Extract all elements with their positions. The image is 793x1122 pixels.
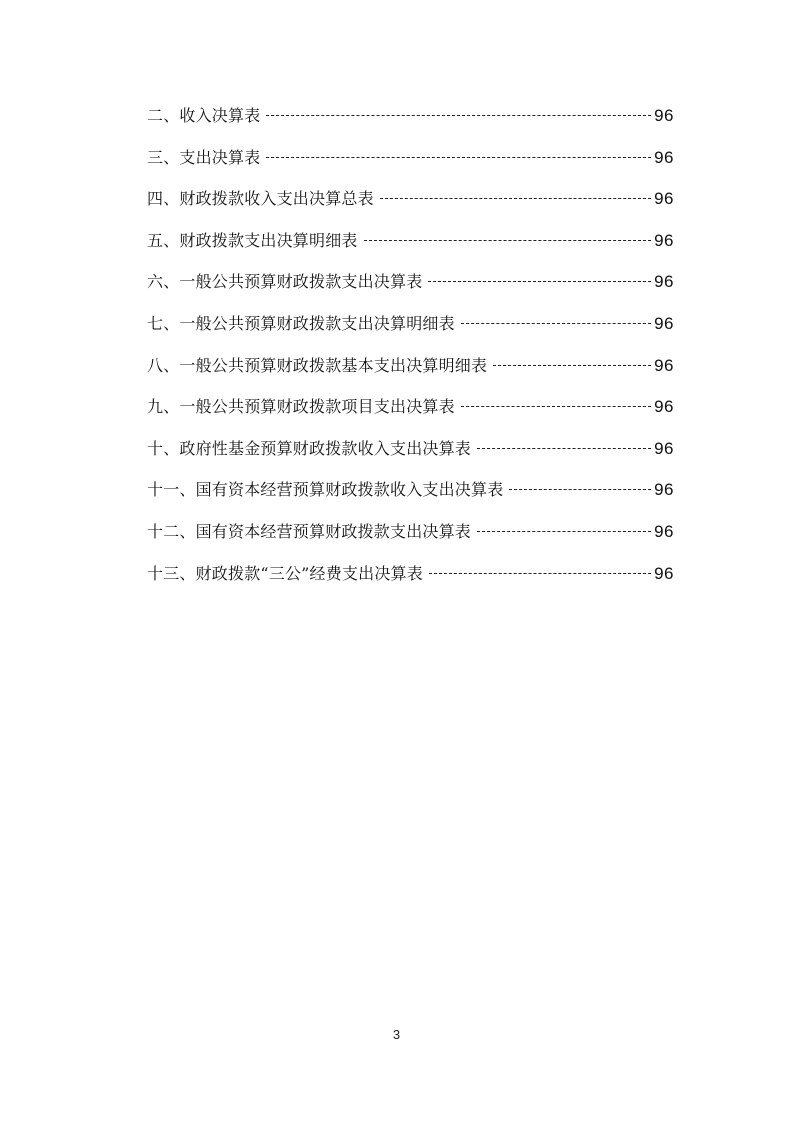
toc-entry[interactable] [147, 391, 674, 433]
toc-entry-title: 七、一般公共预算财政拨款支出决算明细表 [147, 313, 455, 333]
toc-entry-page: 96 [654, 106, 674, 125]
toc-entry-page: 96 [654, 521, 674, 541]
toc-entry[interactable] [147, 308, 674, 350]
toc-dot-leader [429, 573, 651, 574]
table-of-contents [147, 100, 674, 599]
toc-entry[interactable] [147, 474, 674, 516]
toc-entry-title: 十二、国有资本经营预算财政拨款支出决算表 [147, 521, 472, 541]
toc-entry-title: 十、政府性基金预算财政拨款收入支出决算表 [147, 438, 472, 458]
toc-entry-page: 96 [654, 397, 674, 417]
toc-entry-page: 96 [654, 230, 674, 250]
toc-entry-page: 96 [654, 355, 674, 375]
toc-entry-page: 96 [654, 480, 674, 500]
toc-entry-title: 十三、财政拨款“三公”经费支出决算表 [147, 563, 423, 583]
toc-entry[interactable] [147, 558, 674, 600]
toc-entry-page: 96 [654, 147, 674, 167]
toc-entry-title: 九、一般公共预算财政拨款项目支出决算表 [147, 397, 455, 417]
toc-dot-leader [428, 281, 651, 282]
toc-dot-leader [266, 157, 651, 158]
toc-dot-leader [509, 489, 651, 490]
toc-entry[interactable] [147, 433, 674, 475]
toc-entry-title: 四、财政拨款收入支出决算总表 [147, 189, 374, 209]
toc-entry-title: 二、收入决算表 [147, 106, 261, 125]
toc-entry-title: 五、财政拨款支出决算明细表 [147, 230, 358, 250]
toc-entry[interactable] [147, 350, 674, 392]
toc-dot-leader [461, 323, 651, 324]
toc-entry-title: 八、一般公共预算财政拨款基本支出决算明细表 [147, 355, 488, 375]
toc-dot-leader [266, 115, 651, 116]
toc-entry-page: 96 [654, 563, 674, 583]
toc-entry-page: 96 [654, 272, 674, 292]
toc-entry[interactable] [147, 266, 674, 308]
toc-entry-title: 十一、国有资本经营预算财政拨款收入支出决算表 [147, 480, 504, 500]
toc-dot-leader [364, 240, 651, 241]
toc-entry-page: 96 [654, 438, 674, 458]
toc-dot-leader [380, 198, 651, 199]
toc-entry[interactable] [147, 516, 674, 558]
toc-dot-leader [477, 531, 651, 532]
toc-entry[interactable] [147, 225, 674, 267]
toc-dot-leader [477, 448, 651, 449]
toc-entry[interactable] [147, 100, 674, 142]
toc-entry-page: 96 [654, 189, 674, 209]
toc-dot-leader [461, 406, 651, 407]
toc-entry-title: 六、一般公共预算财政拨款支出决算表 [147, 272, 423, 292]
toc-entry[interactable] [147, 183, 674, 225]
toc-entry[interactable] [147, 142, 674, 184]
toc-dot-leader [493, 365, 651, 366]
toc-entry-page: 96 [654, 313, 674, 333]
toc-entry-title: 三、支出决算表 [147, 147, 261, 167]
page-number: 3 [392, 1027, 401, 1042]
